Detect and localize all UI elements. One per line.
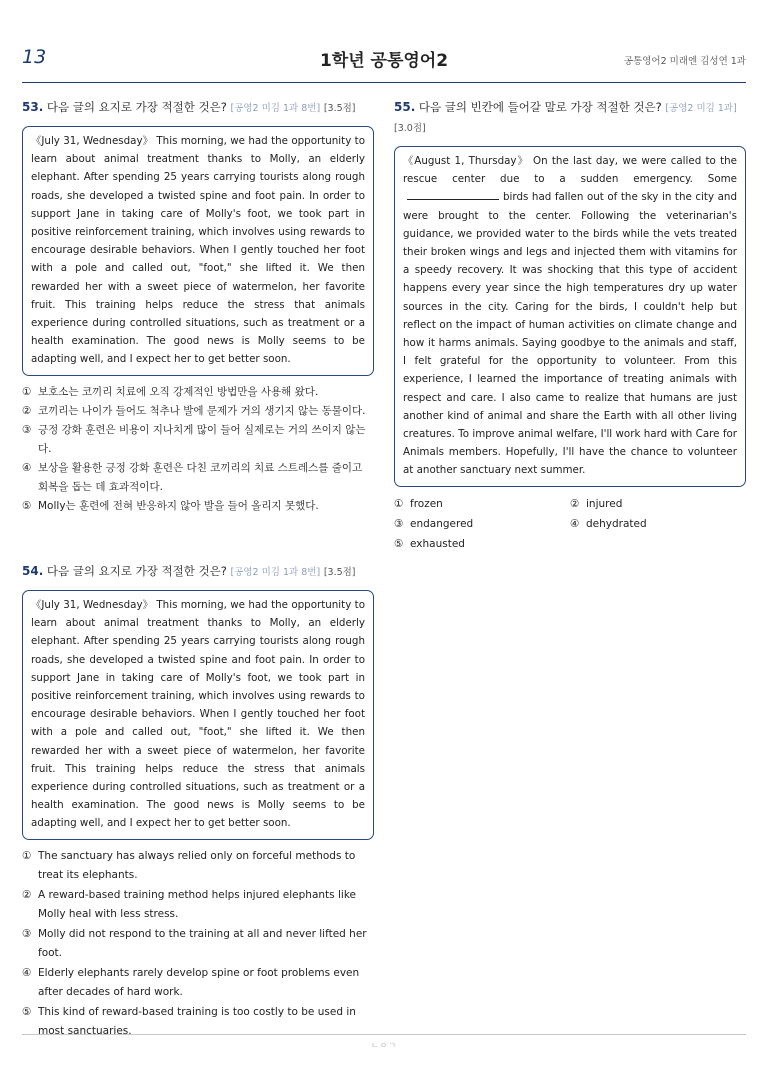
passage-box <box>394 146 746 487</box>
question-number: 55. <box>394 100 416 114</box>
option-item[interactable]: ③ 긍정 강화 훈련은 비용이 지나치게 많이 들어 실제로는 거의 쓰이지 않는다. <box>22 423 366 455</box>
option-item[interactable]: ① frozen <box>394 497 443 510</box>
page-subtitle: 공통영어2 미래엔 김성연 1과 <box>623 56 746 67</box>
question-55 <box>394 98 746 554</box>
options-list <box>22 383 374 516</box>
option-item[interactable]: ③ Molly did not respond to the training at all and never lifted her foot. <box>22 927 367 959</box>
option-item[interactable]: ⑤ This kind of reward-based training is too costly to be used in most sanctuaries. <box>22 1005 356 1037</box>
question-tag: [공영2 미김 1과] <box>665 103 737 114</box>
option-item[interactable]: ① The sanctuary has always relied only on forceful methods to treat its elephants. <box>22 849 356 881</box>
option-item[interactable]: ① 보호소는 코끼리 치료에 오직 강제적인 방법만을 사용해 왔다. <box>22 385 319 398</box>
option-item[interactable]: ④ dehydrated <box>570 517 647 530</box>
question-53 <box>22 98 374 516</box>
question-54 <box>22 562 374 1042</box>
page-title: 1학년 공통영어2 <box>319 51 449 71</box>
answer-blank <box>407 189 499 200</box>
question-points: [3.5점] <box>323 567 356 578</box>
option-item[interactable]: ③ endangered <box>394 517 474 530</box>
option-item[interactable]: ⑤ exhausted <box>394 537 465 550</box>
option-item[interactable]: ④ Elderly elephants rarely develop spine or foot problems even after decades of hard work. <box>22 966 360 998</box>
question-header <box>22 562 374 582</box>
option-item[interactable]: ② injured <box>570 497 623 510</box>
passage-text-before: 《August 1, Thursday》 On the last day, we were called to the rescue center due to a sudden emergency. Some <box>403 155 737 186</box>
passage-box: 《July 31, Wednesday》 This morning, we had the opportunity to learn about animal treatment thanks to Molly, an elderly elephant. After spending 25 years carrying tourists along rough roads, she developed a twisted spine and foot pain. In order to support Jane in taking care of Molly's foot, we took part in positive reinforcement training, which involves using rewards to encourage desirable behaviors. When I gently touched her foot with a pole and called out, "foot," she lifted it. We then rewarded her with a sweet piece of watermelon, her favorite fruit. This training helps reduce the stress that animals experience during controlled situations, such as treatment or a health examination. The good news is Molly seems to be adapting well, and I expect her to get better soon. <box>22 590 374 840</box>
option-item[interactable]: ② 코끼리는 나이가 들어도 척추나 발에 문제가 거의 생기지 않는 동물이다. <box>22 404 366 417</box>
page-header <box>22 40 746 83</box>
options-list <box>394 494 746 554</box>
question-tag: [공영2 미김 1과 8번] <box>230 567 321 578</box>
option-item[interactable]: ④ 보상을 활용한 긍정 강화 훈련은 다친 코끼리의 치료 스트레스를 줄이고 회복을 돕는 데 효과적이다. <box>22 461 363 493</box>
question-number: 54. <box>22 564 44 578</box>
option-item[interactable]: ⑤ Molly는 훈련에 전혀 반응하지 않아 발을 들어 올리지 못했다. <box>22 499 319 512</box>
passage-text-after: birds had fallen out of the sky in the city and were brought to the center. Following the veterinarian's guidance, we provided water to the birds while the vets treated their broken wings and legs and injected them with vitamins for a speedy recovery. It was shocking that this type of accident happens every year since the high temperatures dry up water sources in the city. Caring for the birds, I couldn't help but reflect on the impact of human activities on climate change and how it harms animals. Saying goodbye to the animals and staff, I felt grateful for the opportunity to volunteer. From this experience, I learned the importance of treating animals with respect and care. I also came to realize that humans are just another kind of animal and share the Earth with all other living creatures. To improve animal welfare, I'll work hard with Care for Animals members. Hopefully, I'll have the chance to volunteer at another sanctuary next summer. <box>403 191 737 477</box>
question-points: [3.5점] <box>323 103 356 114</box>
footer-mark: ㄴㅇㄱ <box>370 1041 398 1050</box>
passage-box: 《July 31, Wednesday》 This morning, we had the opportunity to learn about animal treatment thanks to Molly, an elderly elephant. After spending 25 years carrying tourists along rough roads, she developed a twisted spine and foot pain. In order to support Jane in taking care of Molly's foot, we took part in positive reinforcement training, which involves using rewards to encourage desirable behaviors. When I gently touched her foot with a pole and called out, "foot," she lifted it. We then rewarded her with a sweet piece of watermelon, her favorite fruit. This training helps reduce the stress that animals experience during controlled situations, such as treatment or a health examination. The good news is Molly seems to be adapting well, and I expect her to get better soon. <box>22 126 374 376</box>
page-number: 13 <box>22 46 47 68</box>
footer-divider <box>22 1034 746 1035</box>
question-text: 다음 글의 요지로 가장 적절한 것은? <box>46 564 227 578</box>
options-list <box>22 847 374 1041</box>
question-number: 53. <box>22 100 44 114</box>
question-text: 다음 글의 빈칸에 들어갈 말로 가장 적절한 것은? <box>418 100 662 114</box>
question-text: 다음 글의 요지로 가장 적절한 것은? <box>46 100 227 114</box>
question-header <box>22 98 374 118</box>
question-header <box>394 98 746 138</box>
question-points: [3.0점] <box>394 123 426 134</box>
question-tag: [공영2 미김 1과 8번] <box>230 103 321 114</box>
option-item[interactable]: ② A reward-based training method helps injured elephants like Molly heal with less stress. <box>22 888 356 920</box>
